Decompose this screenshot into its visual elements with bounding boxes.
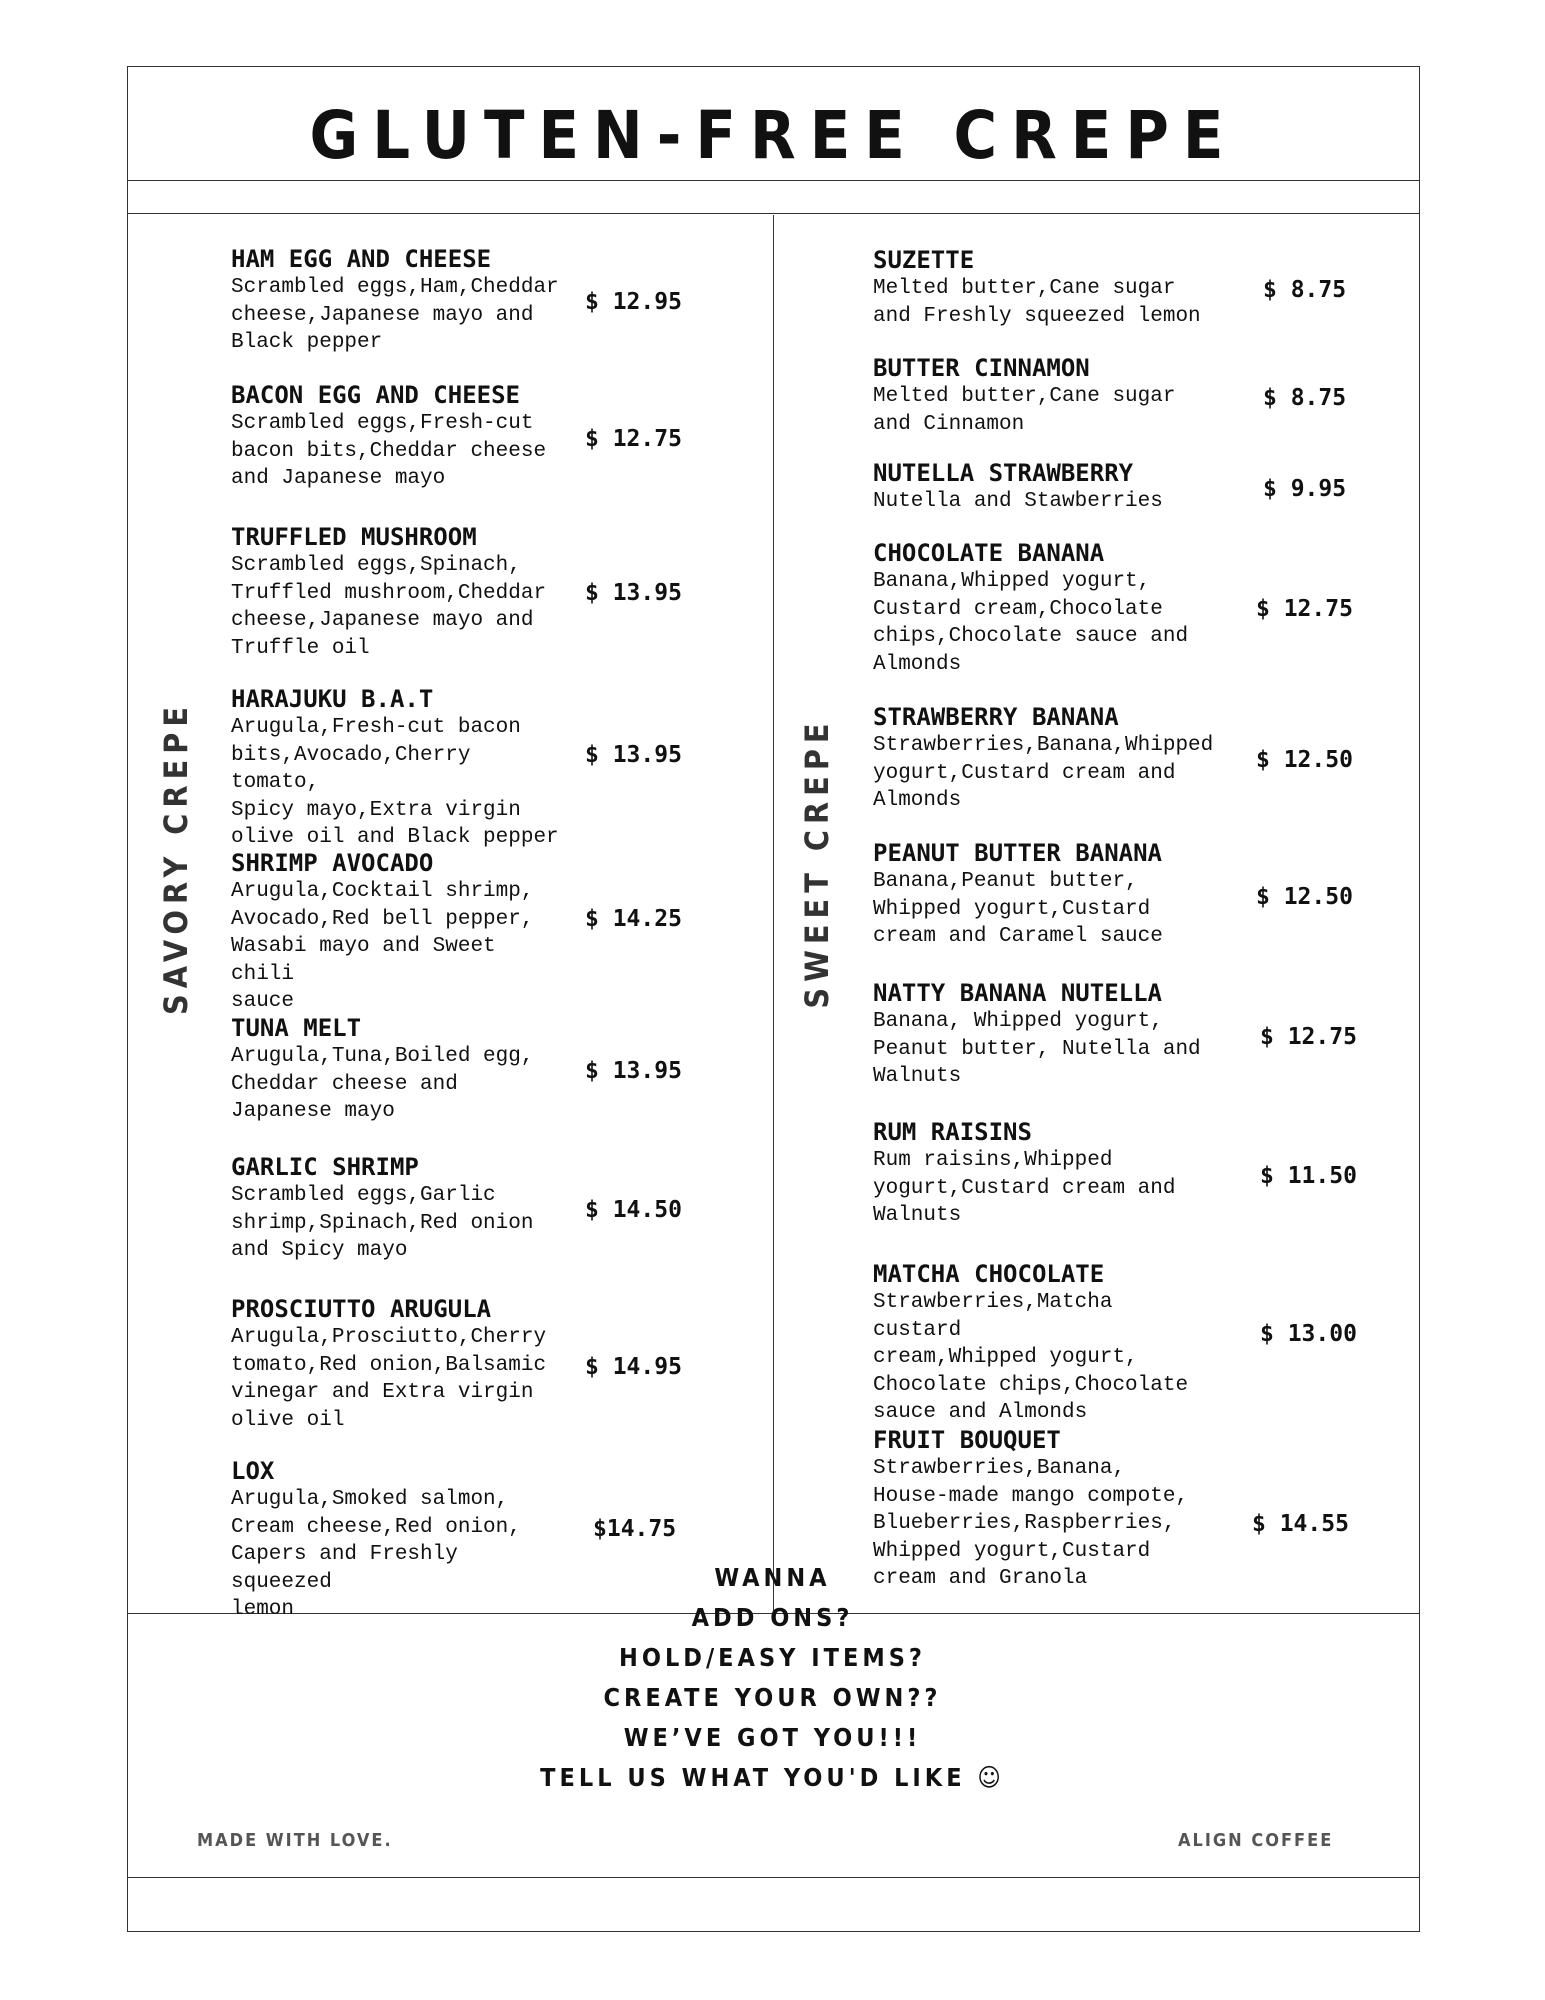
item-price: $ 9.95 [1263,476,1347,502]
item-price: $ 8.75 [1263,385,1347,411]
item-description: Melted butter,Cane sugar and Freshly squeezed lemon [873,277,1201,328]
callout-line: WANNA [714,1563,831,1592]
callout-line: CREATE YOUR OWN?? [603,1683,942,1712]
item-name: HAM EGG AND CHEESE [231,245,492,273]
item-price: $ 12.50 [1256,747,1353,773]
item-description: Arugula,Smoked salmon, Cream cheese,Red onion, Capers and Freshly squeezed lemon [231,1488,521,1621]
item-price: $ 12.75 [1260,1024,1357,1050]
item-name: CHOCOLATE BANANA [873,539,1105,567]
item-name: TRUFFLED MUSHROOM [231,523,477,551]
item-description: Banana, Whipped yogurt, Peanut butter, Nutella and Walnuts [873,1010,1201,1088]
item-price: $ 8.75 [1263,277,1347,303]
item-price: $ 14.55 [1252,1511,1349,1537]
callout-line: HOLD/EASY ITEMS? [619,1643,926,1672]
divider [128,180,1419,181]
item-name: RUM RAISINS [873,1118,1032,1146]
item-description: Nutella and Stawberries [873,490,1163,513]
item-name: PEANUT BUTTER BANANA [873,839,1162,867]
item-price: $ 13.95 [585,742,682,768]
item-description: Banana,Peanut butter, Whipped yogurt,Custard cream and Caramel sauce [873,870,1163,948]
item-name: MATCHA CHOCOLATE [873,1260,1105,1288]
item-description: Strawberries,Banana, House-made mango compote, Blueberries,Raspberries, Whipped yogurt,Custard cream and Granola [873,1457,1189,1590]
item-description: Arugula,Fresh-cut bacon bits,Avocado,Cherry tomato, Spicy mayo,Extra virgin olive oil and Black pepper [231,716,559,849]
item-name: NATTY BANANA NUTELLA [873,979,1162,1007]
item-name: PROSCIUTTO ARUGULA [231,1295,492,1323]
item-price: $ 11.50 [1260,1163,1357,1189]
item-name: SUZETTE [873,246,975,274]
item-description: Strawberries,Banana,Whipped yogurt,Custard cream and Almonds [873,734,1214,812]
item-description: Banana,Whipped yogurt, Custard cream,Chocolate chips,Chocolate sauce and Almonds [873,570,1189,676]
item-description: Rum raisins,Whipped yogurt,Custard cream and Walnuts [873,1149,1176,1227]
item-description: Scrambled eggs,Ham,Cheddar cheese,Japanese mayo and Black pepper [231,276,559,354]
item-name: FRUIT BOUQUET [873,1426,1061,1454]
column-divider [773,215,774,1614]
item-price: $ 12.50 [1256,884,1353,910]
item-price: $ 14.25 [585,906,682,932]
add-ons-callout [0,1558,1545,1798]
item-name: BUTTER CINNAMON [873,354,1090,382]
item-description: Melted butter,Cane sugar and Cinnamon [873,385,1176,436]
item-name: NUTELLA STRAWBERRY [873,459,1134,487]
item-name: GARLIC SHRIMP [231,1153,419,1181]
item-description: Scrambled eggs,Fresh-cut bacon bits,Cheddar cheese and Japanese mayo [231,412,547,490]
item-description: Strawberries,Matcha custard cream,Whipped yogurt, Chocolate chips,Chocolate sauce and Almonds [873,1291,1189,1424]
callout-line: WE’VE GOT YOU!!! [623,1723,922,1752]
item-price: $ 14.95 [585,1354,682,1380]
item-description: Arugula,Cocktail shrimp, Avocado,Red bell pepper, Wasabi mayo and Sweet chili sauce [231,880,534,1013]
divider [128,213,1419,214]
item-price: $ 13.00 [1260,1321,1357,1347]
divider [128,1877,1419,1878]
item-name: TUNA MELT [231,1014,362,1042]
footer-tagline: MADE WITH LOVE. [197,1830,393,1851]
item-price: $ 13.95 [585,580,682,606]
sweet-section-label: SWEET CREPE [798,717,836,1009]
item-name: SHRIMP AVOCADO [231,849,434,877]
item-description: Arugula,Prosciutto,Cherry tomato,Red onion,Balsamic vinegar and Extra virgin olive oil [231,1326,547,1432]
item-price: $ 14.50 [585,1197,682,1223]
item-price: $ 12.95 [585,289,682,315]
callout-line: ADD ONS? [691,1603,854,1632]
footer-brand: ALIGN COFFEE [1178,1830,1334,1851]
item-description: Arugula,Tuna,Boiled egg, Cheddar cheese and Japanese mayo [231,1045,534,1123]
item-description: Scrambled eggs,Garlic shrimp,Spinach,Red onion and Spicy mayo [231,1184,534,1262]
item-name: BACON EGG AND CHEESE [231,381,520,409]
item-price: $ 12.75 [585,426,682,452]
menu-title: GLUTEN-FREE CREPE [309,97,1238,174]
item-description: Scrambled eggs,Spinach, Truffled mushroom,Cheddar cheese,Japanese mayo and Truffle oil [231,554,547,660]
item-price: $14.75 [593,1516,677,1542]
item-name: LOX [231,1457,275,1485]
item-name: STRAWBERRY BANANA [873,703,1119,731]
savory-section-label: SAVORY CREPE [157,700,195,1015]
item-price: $ 12.75 [1256,596,1353,622]
callout-line: TELL US WHAT YOU'D LIKE ☺ [540,1763,1005,1792]
item-price: $ 13.95 [585,1058,682,1084]
item-name: HARAJUKU B.A.T [231,685,434,713]
